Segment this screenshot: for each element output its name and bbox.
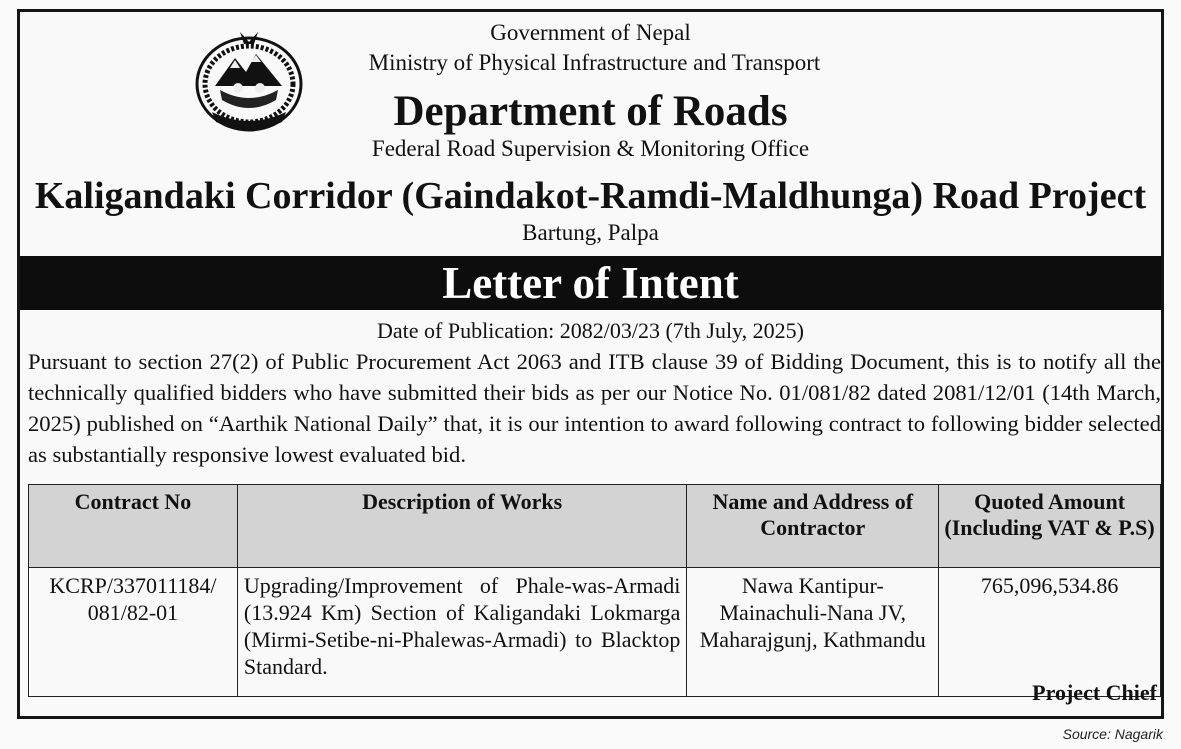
ministry-name: Ministry of Physical Infrastructure and Transport <box>368 50 821 75</box>
table-row <box>29 568 1161 697</box>
cell-contract-no: KCRP/337011184/ 081/82-01 <box>29 568 238 697</box>
header-description: Description of Works <box>237 485 687 568</box>
office-name: Federal Road Supervision & Monitoring Office <box>371 136 810 161</box>
department-name: Department of Roads <box>393 88 788 135</box>
cell-contractor: Nawa Kantipur-Mainachuli-Nana JV, Maharajgunj, Kathmandu <box>687 568 939 697</box>
table-header-row <box>29 485 1161 568</box>
header-quoted-amount: Quoted Amount (Including VAT & P.S) <box>939 485 1161 568</box>
contract-table <box>28 484 1161 697</box>
cell-quoted-amount: 765,096,534.86 <box>939 568 1161 697</box>
project-name: Kaligandaki Corridor (Gaindakot-Ramdi-Maldhunga) Road Project <box>34 175 1147 217</box>
source-credit: Source: Nagarik <box>1062 726 1163 742</box>
publication-date: Date of Publication: 2082/03/23 (7th July, 2025) <box>377 318 804 343</box>
government-name: Government of Nepal <box>490 20 691 45</box>
signatory-title: Project Chief <box>1032 680 1157 705</box>
notice-frame <box>17 9 1164 719</box>
project-location: Bartung, Palpa <box>522 220 659 245</box>
notice-title: Letter of Intent <box>20 256 1161 310</box>
notice-body-text: Pursuant to section 27(2) of Public Procurement Act 2063 and ITB clause 39 of Bidding Document, this is to notify all the technically qualified bidders who have submitted their bids as per our Notice No. 01/081/82 dated 2081/12/01 (14th March, 2025) published on “Aarthik National Daily” that, it is our intention to award following contract to following bidder selected as substantially responsive lowest evaluated bid. <box>28 349 1161 467</box>
notice-body <box>28 346 1161 470</box>
header-contract-no: Contract No <box>29 485 238 568</box>
header-contractor: Name and Address of Contractor <box>687 485 939 568</box>
cell-description: Upgrading/Improvement of Phale-was-Armadi (13.924 Km) Section of Kaligandaki Lokmarga (Mirmi-Setibe-ni-Phalewas-Armadi) to Blacktop Standard. <box>237 568 687 697</box>
